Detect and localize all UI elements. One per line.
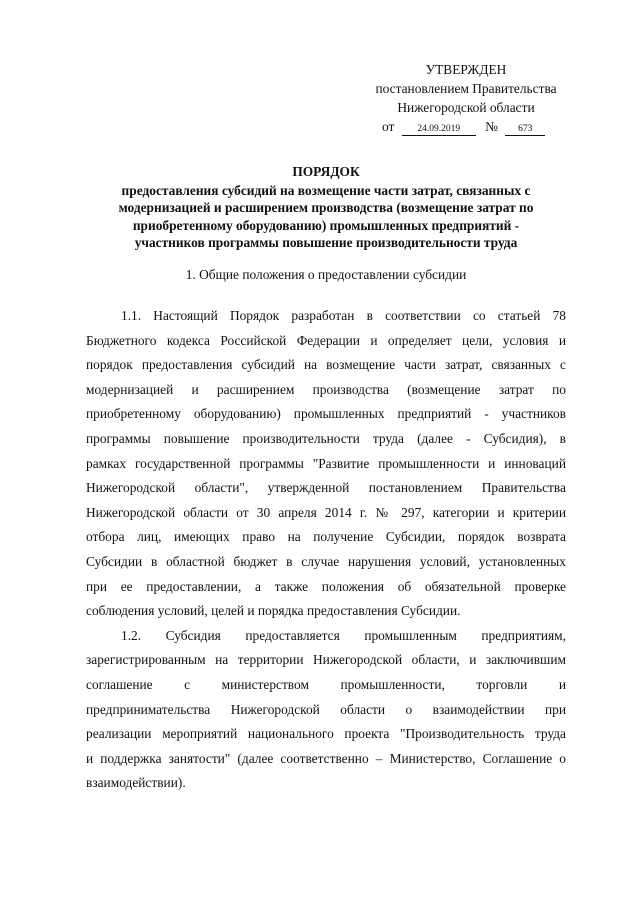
number-label: № <box>485 119 498 134</box>
paragraph-1-line: соблюдения условий, целей и порядка предоставления Субсидии. <box>86 603 461 619</box>
document-title <box>90 163 562 252</box>
paragraph-1-line: рамках государственной программы "Развитие промышленности и инноваций <box>86 455 566 471</box>
paragraph-1-line: отбора лиц, имеющих право на получение Субсидии, порядок возврата <box>86 529 566 545</box>
paragraph-1-line: порядок предоставления субсидий на возмещение части затрат, связанных с <box>86 357 566 373</box>
paragraph-1-line: программы повышение производительности труда (далее - Субсидия), в <box>86 430 566 446</box>
paragraph-2-line: зарегистрированным на территории Нижегородской области, и заключившим <box>86 652 566 668</box>
paragraph-1-line: Субсидии в областной бюджет в случае нарушения условий, установленных <box>86 553 566 569</box>
approval-date-row <box>356 117 576 136</box>
body-text <box>86 304 566 796</box>
paragraph-1-line: при ее предоставлении, а также положения об обязательной проверке <box>86 578 566 594</box>
paragraph-2-line: предпринимательства Нижегородской области о взаимодействии при <box>86 701 566 717</box>
subtitle-line: модернизацией и расширением производства (возмещение затрат по <box>118 200 534 215</box>
paragraph-1-line: Нижегородской области", утвержденной постановлением Правительства <box>86 480 566 496</box>
subtitle-line: участников программы повышение производительности труда <box>134 235 518 250</box>
title-main: ПОРЯДОК <box>292 164 360 179</box>
paragraph-1-line: Бюджетного кодекса Российской Федерации и определяет цели, условия и <box>86 332 566 348</box>
approval-block <box>356 60 576 136</box>
paragraph-2-line: и поддержка занятости" (далее соответственно – Министерство, Соглашение о <box>86 750 566 766</box>
paragraph-2-line: реализации мероприятий национального проекта "Производительность труда <box>86 726 566 742</box>
paragraph-1-line: 1.1. Настоящий Порядок разработан в соответствии со статьей 78 <box>121 308 566 323</box>
paragraph-2-line: взаимодействии). <box>86 775 186 791</box>
section-heading: 1. Общие положения о предоставлении субсидии <box>185 267 467 282</box>
approval-date: 24.09.2019 <box>402 123 476 136</box>
approval-line-1: постановлением Правительства <box>375 81 557 96</box>
approval-title: УТВЕРЖДЕН <box>425 62 507 77</box>
paragraph-2-line: соглашение с министерством промышленности, торговли и <box>86 676 566 692</box>
approval-number: 673 <box>505 123 545 136</box>
subtitle-line: предоставления субсидий на возмещение части затрат, связанных с <box>121 182 531 198</box>
paragraph-2-line: 1.2. Субсидия предоставляется промышленным предприятиям, <box>121 627 566 643</box>
subtitle-line: приобретенному оборудованию) промышленных предприятий - <box>132 217 520 233</box>
paragraph-1-line: Нижегородской области от 30 апреля 2014 г. № 297, категории и критерии <box>86 504 566 520</box>
from-label: от <box>382 119 395 134</box>
approval-line-2: Нижегородской области <box>397 100 535 115</box>
paragraph-1-line: приобретенному оборудованию) промышленных предприятий - участников <box>86 406 566 422</box>
paragraph-1-line: модернизацией и расширением производства (возмещение затрат по <box>86 381 566 397</box>
